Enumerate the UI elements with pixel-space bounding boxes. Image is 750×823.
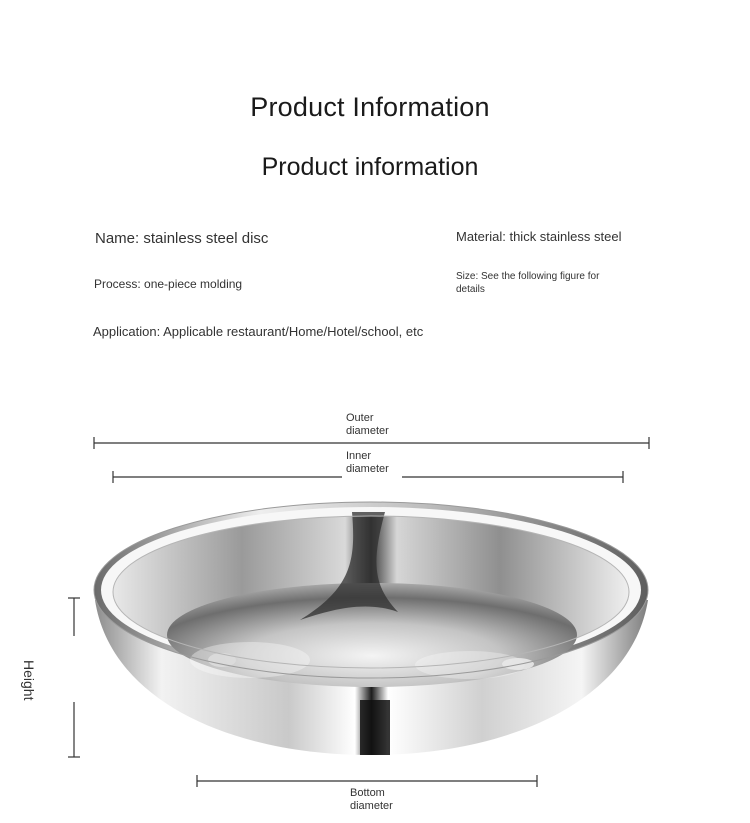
- section-subtitle: Product information: [261, 153, 479, 181]
- product-application: Application: Applicable restaurant/Home/Hotel/school, etc: [93, 324, 424, 339]
- height-line: [68, 598, 80, 757]
- bottom-diameter-label: Bottom diameter: [350, 787, 406, 813]
- outer-diameter-line: [94, 437, 649, 449]
- product-size: Size: See the following figure for details: [456, 271, 600, 295]
- outer-diameter-label: Outer diameter: [346, 412, 402, 438]
- inner-diameter-label: Inner diameter: [342, 450, 406, 476]
- product-name: Name: stainless steel disc: [95, 230, 269, 247]
- product-process: Process: one-piece molding: [94, 277, 243, 291]
- product-material: Material: thick stainless steel: [456, 229, 622, 244]
- height-label: Height: [21, 660, 37, 701]
- stainless-steel-disc-photo: [94, 502, 648, 755]
- page-title: Product Information: [250, 92, 490, 122]
- bottom-diameter-line: [197, 775, 537, 787]
